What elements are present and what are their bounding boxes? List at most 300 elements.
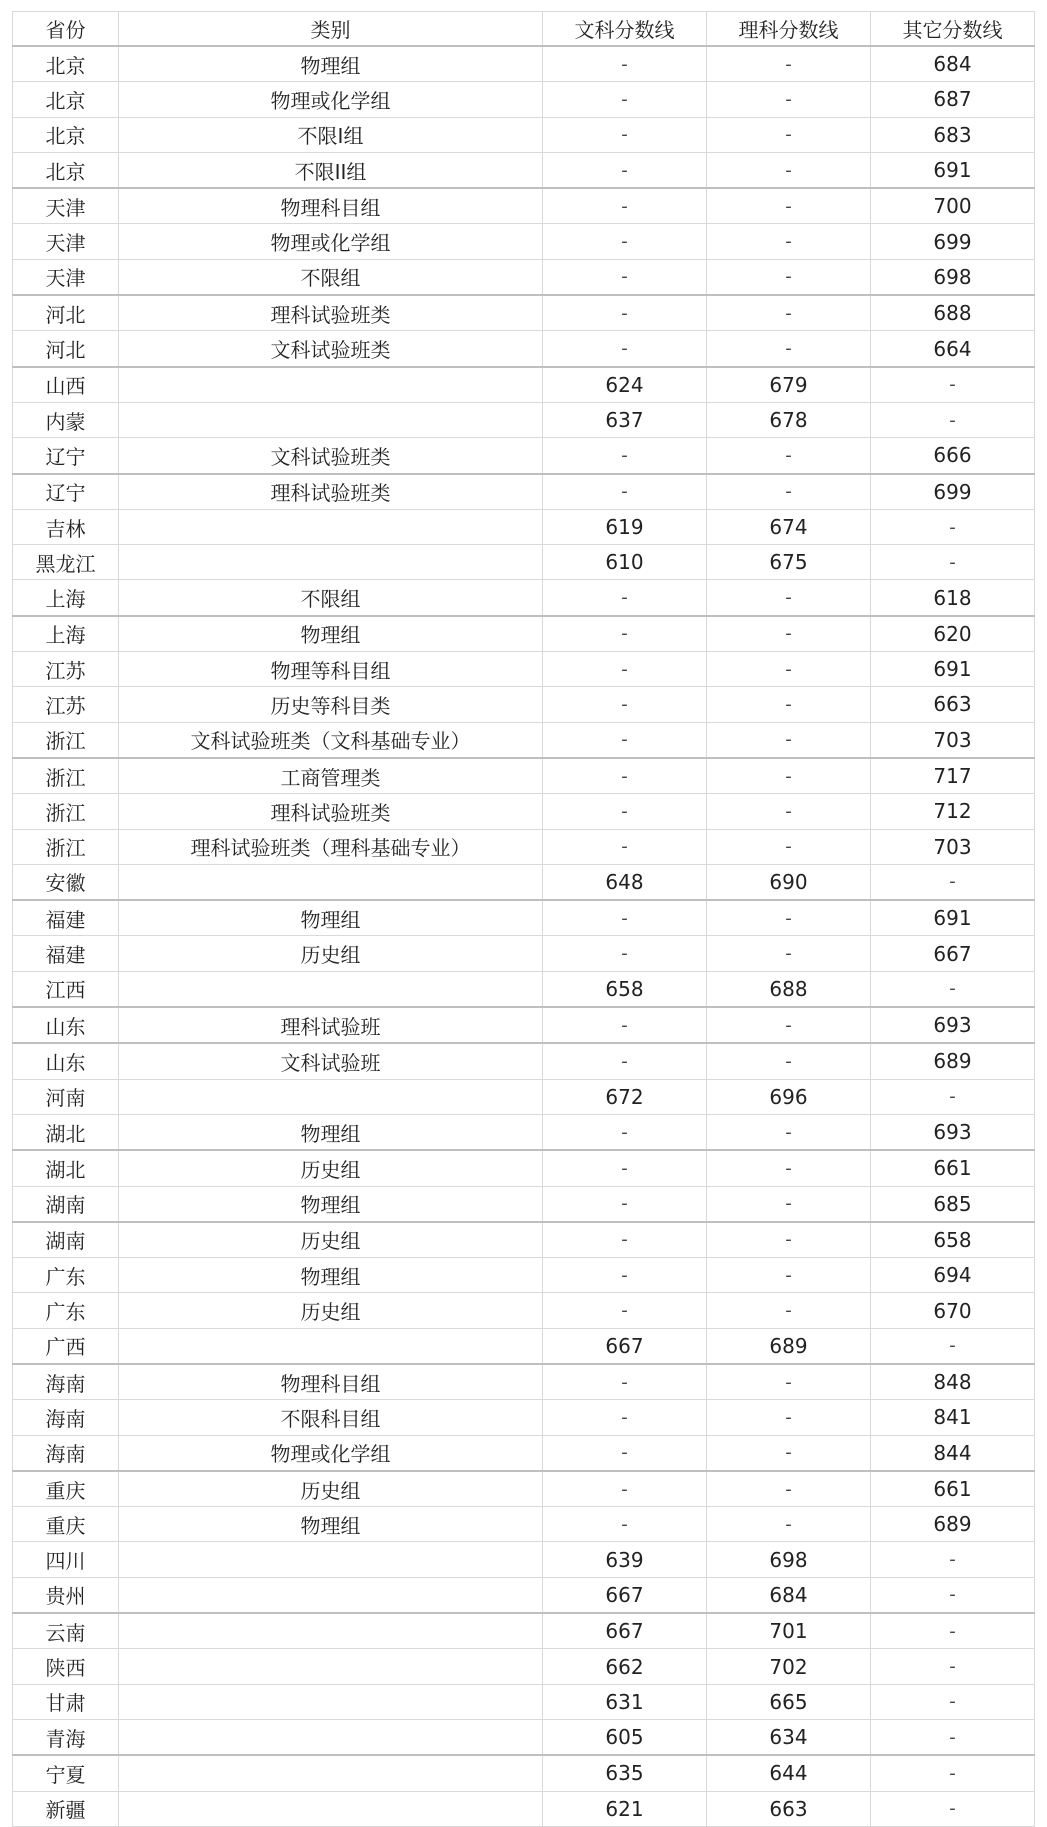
cell-province: 北京 bbox=[13, 152, 119, 188]
cell-other-score: 698 bbox=[871, 259, 1035, 295]
cell-other-score: 618 bbox=[871, 580, 1035, 616]
header-science-score: 理科分数线 bbox=[707, 12, 871, 47]
cell-science-score: - bbox=[707, 1043, 871, 1079]
table-row bbox=[13, 1328, 1035, 1364]
cell-science-score: - bbox=[707, 295, 871, 331]
table-row bbox=[13, 936, 1035, 971]
cell-arts-score: - bbox=[543, 259, 707, 295]
table-row bbox=[13, 402, 1035, 437]
cell-category: 物理组 bbox=[119, 1186, 543, 1222]
cell-arts-score: - bbox=[543, 580, 707, 616]
cell-other-score: 663 bbox=[871, 687, 1035, 722]
cell-other-score: 691 bbox=[871, 900, 1035, 936]
cell-category: 不限组 bbox=[119, 580, 543, 616]
cell-arts-score: - bbox=[543, 1043, 707, 1079]
cell-science-score: - bbox=[707, 829, 871, 864]
cell-arts-score: - bbox=[543, 474, 707, 510]
header-category: 类别 bbox=[119, 12, 543, 47]
cell-category: 物理组 bbox=[119, 46, 543, 82]
cell-arts-score: 648 bbox=[543, 864, 707, 900]
cell-province: 云南 bbox=[13, 1613, 119, 1649]
cell-science-score: - bbox=[707, 652, 871, 687]
cell-category: 历史组 bbox=[119, 1471, 543, 1507]
cell-science-score: 634 bbox=[707, 1719, 871, 1755]
cell-category: 物理科目组 bbox=[119, 188, 543, 224]
cell-province: 广东 bbox=[13, 1258, 119, 1293]
table-row bbox=[13, 152, 1035, 188]
table-row bbox=[13, 1186, 1035, 1222]
cell-science-score: 679 bbox=[707, 367, 871, 403]
table-row bbox=[13, 971, 1035, 1007]
cell-province: 福建 bbox=[13, 900, 119, 936]
cell-other-score: 667 bbox=[871, 936, 1035, 971]
header-province: 省份 bbox=[13, 12, 119, 47]
cell-science-score: - bbox=[707, 188, 871, 224]
cell-province: 浙江 bbox=[13, 829, 119, 864]
cell-other-score: - bbox=[871, 1755, 1035, 1791]
cell-category bbox=[119, 1079, 543, 1114]
cell-science-score: - bbox=[707, 1293, 871, 1328]
cell-other-score: 687 bbox=[871, 82, 1035, 117]
cell-science-score: - bbox=[707, 438, 871, 474]
cell-other-score: - bbox=[871, 864, 1035, 900]
cell-category: 理科试验班类 bbox=[119, 295, 543, 331]
cell-category: 物理或化学组 bbox=[119, 224, 543, 259]
table-row bbox=[13, 758, 1035, 794]
cell-category: 文科试验班类 bbox=[119, 438, 543, 474]
cell-category: 理科试验班 bbox=[119, 1007, 543, 1043]
cell-province: 黑龙江 bbox=[13, 545, 119, 580]
cell-category bbox=[119, 545, 543, 580]
cell-science-score: - bbox=[707, 152, 871, 188]
cell-science-score: - bbox=[707, 722, 871, 758]
cell-arts-score: 621 bbox=[543, 1791, 707, 1826]
cell-science-score: - bbox=[707, 331, 871, 367]
table-row bbox=[13, 259, 1035, 295]
cell-province: 福建 bbox=[13, 936, 119, 971]
cell-province: 北京 bbox=[13, 82, 119, 117]
cell-arts-score: - bbox=[543, 188, 707, 224]
cell-science-score: - bbox=[707, 1114, 871, 1150]
cell-arts-score: 662 bbox=[543, 1649, 707, 1684]
cell-other-score: 685 bbox=[871, 1186, 1035, 1222]
cell-category: 历史组 bbox=[119, 1293, 543, 1328]
cell-category: 历史等科目类 bbox=[119, 687, 543, 722]
cell-science-score: 698 bbox=[707, 1542, 871, 1577]
cell-arts-score: - bbox=[543, 1186, 707, 1222]
cell-province: 青海 bbox=[13, 1719, 119, 1755]
cell-science-score: - bbox=[707, 82, 871, 117]
cell-science-score: 644 bbox=[707, 1755, 871, 1791]
table-row bbox=[13, 900, 1035, 936]
cell-arts-score: - bbox=[543, 1400, 707, 1435]
cell-province: 内蒙 bbox=[13, 402, 119, 437]
cell-science-score: - bbox=[707, 936, 871, 971]
cell-arts-score: - bbox=[543, 616, 707, 652]
cell-arts-score: - bbox=[543, 82, 707, 117]
cell-arts-score: - bbox=[543, 758, 707, 794]
cell-other-score: 712 bbox=[871, 794, 1035, 829]
cell-science-score: 678 bbox=[707, 402, 871, 437]
cell-other-score: 620 bbox=[871, 616, 1035, 652]
cell-province: 广西 bbox=[13, 1328, 119, 1364]
cell-science-score: - bbox=[707, 687, 871, 722]
cell-arts-score: - bbox=[543, 936, 707, 971]
cell-other-score: 683 bbox=[871, 117, 1035, 152]
cell-science-score: 684 bbox=[707, 1577, 871, 1613]
cell-category bbox=[119, 1719, 543, 1755]
cell-arts-score: - bbox=[543, 438, 707, 474]
table-row bbox=[13, 1791, 1035, 1826]
table-row bbox=[13, 1258, 1035, 1293]
cell-province: 宁夏 bbox=[13, 1755, 119, 1791]
cell-arts-score: - bbox=[543, 1364, 707, 1400]
cell-category: 物理科目组 bbox=[119, 1364, 543, 1400]
cell-province: 天津 bbox=[13, 259, 119, 295]
table-row bbox=[13, 616, 1035, 652]
cell-category bbox=[119, 1791, 543, 1826]
cell-category: 物理组 bbox=[119, 1258, 543, 1293]
cell-other-score: 658 bbox=[871, 1222, 1035, 1258]
cell-other-score: 691 bbox=[871, 652, 1035, 687]
cell-arts-score: - bbox=[543, 687, 707, 722]
cell-other-score: - bbox=[871, 1328, 1035, 1364]
cell-other-score: 684 bbox=[871, 46, 1035, 82]
cell-other-score: 700 bbox=[871, 188, 1035, 224]
cell-category: 物理等科目组 bbox=[119, 652, 543, 687]
cell-category bbox=[119, 1328, 543, 1364]
cell-category: 历史组 bbox=[119, 1222, 543, 1258]
cell-arts-score: 637 bbox=[543, 402, 707, 437]
cell-category: 理科试验班类 bbox=[119, 794, 543, 829]
cell-science-score: - bbox=[707, 1400, 871, 1435]
cell-arts-score: - bbox=[543, 722, 707, 758]
cell-province: 湖南 bbox=[13, 1186, 119, 1222]
cell-province: 北京 bbox=[13, 46, 119, 82]
cell-other-score: 664 bbox=[871, 331, 1035, 367]
cell-other-score: - bbox=[871, 1649, 1035, 1684]
cell-arts-score: 624 bbox=[543, 367, 707, 403]
table-row bbox=[13, 1649, 1035, 1684]
cell-arts-score: - bbox=[543, 1007, 707, 1043]
table-row bbox=[13, 46, 1035, 82]
cell-science-score: - bbox=[707, 224, 871, 259]
table-row bbox=[13, 331, 1035, 367]
cell-other-score: 670 bbox=[871, 1293, 1035, 1328]
cell-province: 海南 bbox=[13, 1435, 119, 1471]
cell-other-score: 689 bbox=[871, 1043, 1035, 1079]
cell-province: 浙江 bbox=[13, 722, 119, 758]
cell-other-score: 703 bbox=[871, 722, 1035, 758]
cell-province: 江西 bbox=[13, 971, 119, 1007]
cell-arts-score: - bbox=[543, 1258, 707, 1293]
cell-arts-score: - bbox=[543, 1293, 707, 1328]
cell-province: 河南 bbox=[13, 1079, 119, 1114]
cell-category: 物理组 bbox=[119, 616, 543, 652]
cell-other-score: 693 bbox=[871, 1007, 1035, 1043]
cell-category bbox=[119, 509, 543, 544]
cell-other-score: - bbox=[871, 402, 1035, 437]
cell-science-score: - bbox=[707, 1471, 871, 1507]
cell-province: 新疆 bbox=[13, 1791, 119, 1826]
cell-science-score: - bbox=[707, 794, 871, 829]
cell-province: 安徽 bbox=[13, 864, 119, 900]
cell-other-score: - bbox=[871, 1791, 1035, 1826]
table-row bbox=[13, 1719, 1035, 1755]
cell-province: 天津 bbox=[13, 188, 119, 224]
table-row bbox=[13, 1293, 1035, 1328]
cell-category: 历史组 bbox=[119, 1150, 543, 1186]
cell-arts-score: 610 bbox=[543, 545, 707, 580]
cell-arts-score: - bbox=[543, 1150, 707, 1186]
cell-arts-score: 619 bbox=[543, 509, 707, 544]
table-row bbox=[13, 1400, 1035, 1435]
cell-arts-score: - bbox=[543, 652, 707, 687]
cell-category: 物理组 bbox=[119, 1114, 543, 1150]
cell-province: 海南 bbox=[13, 1400, 119, 1435]
cell-arts-score: - bbox=[543, 295, 707, 331]
cell-arts-score: 667 bbox=[543, 1613, 707, 1649]
table-row bbox=[13, 1507, 1035, 1542]
cell-category: 理科试验班类（理科基础专业） bbox=[119, 829, 543, 864]
table-row bbox=[13, 580, 1035, 616]
cell-province: 湖北 bbox=[13, 1150, 119, 1186]
cell-category bbox=[119, 1684, 543, 1719]
table-row bbox=[13, 545, 1035, 580]
cell-arts-score: - bbox=[543, 224, 707, 259]
table-row bbox=[13, 652, 1035, 687]
table-row bbox=[13, 1150, 1035, 1186]
header-arts-score: 文科分数线 bbox=[543, 12, 707, 47]
cell-science-score: - bbox=[707, 900, 871, 936]
cell-other-score: 661 bbox=[871, 1471, 1035, 1507]
cell-category: 不限科目组 bbox=[119, 1400, 543, 1435]
cell-arts-score: - bbox=[543, 152, 707, 188]
cell-province: 辽宁 bbox=[13, 438, 119, 474]
cell-arts-score: - bbox=[543, 1507, 707, 1542]
cell-science-score: - bbox=[707, 46, 871, 82]
cell-province: 陕西 bbox=[13, 1649, 119, 1684]
cell-science-score: - bbox=[707, 1364, 871, 1400]
cell-arts-score: 672 bbox=[543, 1079, 707, 1114]
cell-other-score: 688 bbox=[871, 295, 1035, 331]
cell-other-score: 699 bbox=[871, 474, 1035, 510]
table-row bbox=[13, 509, 1035, 544]
table-row bbox=[13, 188, 1035, 224]
cell-science-score: - bbox=[707, 1222, 871, 1258]
cell-arts-score: - bbox=[543, 117, 707, 152]
table-row bbox=[13, 1364, 1035, 1400]
cell-other-score: 717 bbox=[871, 758, 1035, 794]
cell-category: 工商管理类 bbox=[119, 758, 543, 794]
cell-category bbox=[119, 1613, 543, 1649]
table-row bbox=[13, 438, 1035, 474]
cell-category bbox=[119, 402, 543, 437]
cell-science-score: 689 bbox=[707, 1328, 871, 1364]
cell-province: 上海 bbox=[13, 616, 119, 652]
cell-province: 广东 bbox=[13, 1293, 119, 1328]
table-row bbox=[13, 1613, 1035, 1649]
cell-other-score: 694 bbox=[871, 1258, 1035, 1293]
cell-science-score: 674 bbox=[707, 509, 871, 544]
cell-other-score: 703 bbox=[871, 829, 1035, 864]
table-row bbox=[13, 1043, 1035, 1079]
table-row bbox=[13, 82, 1035, 117]
cell-province: 山东 bbox=[13, 1043, 119, 1079]
cell-other-score: 693 bbox=[871, 1114, 1035, 1150]
cell-arts-score: - bbox=[543, 794, 707, 829]
cell-arts-score: - bbox=[543, 900, 707, 936]
table-row bbox=[13, 1471, 1035, 1507]
cell-other-score: - bbox=[871, 1542, 1035, 1577]
table-row bbox=[13, 1542, 1035, 1577]
table-row bbox=[13, 367, 1035, 403]
cell-province: 海南 bbox=[13, 1364, 119, 1400]
table-row bbox=[13, 1007, 1035, 1043]
cell-arts-score: - bbox=[543, 331, 707, 367]
cell-province: 河北 bbox=[13, 295, 119, 331]
table-row bbox=[13, 295, 1035, 331]
cell-province: 浙江 bbox=[13, 794, 119, 829]
table-row bbox=[13, 224, 1035, 259]
cell-province: 山西 bbox=[13, 367, 119, 403]
cell-category bbox=[119, 1577, 543, 1613]
cell-province: 山东 bbox=[13, 1007, 119, 1043]
cell-other-score: 841 bbox=[871, 1400, 1035, 1435]
cell-category bbox=[119, 367, 543, 403]
table-row bbox=[13, 829, 1035, 864]
cell-arts-score: 667 bbox=[543, 1328, 707, 1364]
cell-other-score: 844 bbox=[871, 1435, 1035, 1471]
cell-province: 吉林 bbox=[13, 509, 119, 544]
table-row bbox=[13, 474, 1035, 510]
cell-category: 不限I组 bbox=[119, 117, 543, 152]
cell-arts-score: 631 bbox=[543, 1684, 707, 1719]
cell-other-score: - bbox=[871, 1577, 1035, 1613]
cell-province: 河北 bbox=[13, 331, 119, 367]
cell-category: 物理组 bbox=[119, 1507, 543, 1542]
table-row bbox=[13, 1114, 1035, 1150]
table-row bbox=[13, 794, 1035, 829]
cell-province: 甘肃 bbox=[13, 1684, 119, 1719]
cell-province: 北京 bbox=[13, 117, 119, 152]
cell-category: 文科试验班 bbox=[119, 1043, 543, 1079]
table-row bbox=[13, 1577, 1035, 1613]
cell-other-score: - bbox=[871, 509, 1035, 544]
cell-arts-score: 658 bbox=[543, 971, 707, 1007]
cell-arts-score: - bbox=[543, 1471, 707, 1507]
cell-category bbox=[119, 971, 543, 1007]
cell-province: 湖北 bbox=[13, 1114, 119, 1150]
cell-province: 贵州 bbox=[13, 1577, 119, 1613]
cell-science-score: - bbox=[707, 1435, 871, 1471]
cell-arts-score: - bbox=[543, 829, 707, 864]
cell-science-score: - bbox=[707, 1007, 871, 1043]
cell-science-score: 663 bbox=[707, 1791, 871, 1826]
table-row bbox=[13, 864, 1035, 900]
table-row bbox=[13, 1435, 1035, 1471]
cell-other-score: 848 bbox=[871, 1364, 1035, 1400]
table-row bbox=[13, 117, 1035, 152]
cell-other-score: - bbox=[871, 367, 1035, 403]
cell-arts-score: - bbox=[543, 1114, 707, 1150]
cell-province: 上海 bbox=[13, 580, 119, 616]
table-row bbox=[13, 687, 1035, 722]
cell-arts-score: 635 bbox=[543, 1755, 707, 1791]
cell-other-score: - bbox=[871, 1613, 1035, 1649]
cell-other-score: - bbox=[871, 971, 1035, 1007]
cell-category: 理科试验班类 bbox=[119, 474, 543, 510]
cell-arts-score: - bbox=[543, 1222, 707, 1258]
cell-arts-score: - bbox=[543, 46, 707, 82]
cell-science-score: 696 bbox=[707, 1079, 871, 1114]
table-body bbox=[13, 46, 1035, 1826]
cell-province: 江苏 bbox=[13, 652, 119, 687]
cell-other-score: - bbox=[871, 545, 1035, 580]
cell-other-score: - bbox=[871, 1719, 1035, 1755]
cell-science-score: - bbox=[707, 616, 871, 652]
cell-science-score: 665 bbox=[707, 1684, 871, 1719]
cell-other-score: 691 bbox=[871, 152, 1035, 188]
cell-category bbox=[119, 1542, 543, 1577]
table-row bbox=[13, 1079, 1035, 1114]
cell-province: 天津 bbox=[13, 224, 119, 259]
cell-category: 物理组 bbox=[119, 900, 543, 936]
cell-science-score: - bbox=[707, 1507, 871, 1542]
table-row bbox=[13, 722, 1035, 758]
cell-science-score: - bbox=[707, 1150, 871, 1186]
cell-category: 物理或化学组 bbox=[119, 1435, 543, 1471]
cell-province: 重庆 bbox=[13, 1471, 119, 1507]
cell-arts-score: 639 bbox=[543, 1542, 707, 1577]
cell-category bbox=[119, 1649, 543, 1684]
cell-province: 浙江 bbox=[13, 758, 119, 794]
cell-category: 不限组 bbox=[119, 259, 543, 295]
cell-arts-score: 605 bbox=[543, 1719, 707, 1755]
header-other-score: 其它分数线 bbox=[871, 12, 1035, 47]
cell-category: 物理或化学组 bbox=[119, 82, 543, 117]
cell-arts-score: - bbox=[543, 1435, 707, 1471]
cell-science-score: - bbox=[707, 1258, 871, 1293]
cell-category bbox=[119, 1755, 543, 1791]
cell-other-score: 699 bbox=[871, 224, 1035, 259]
cell-category: 不限II组 bbox=[119, 152, 543, 188]
cell-other-score: 689 bbox=[871, 1507, 1035, 1542]
cell-category: 文科试验班类（文科基础专业） bbox=[119, 722, 543, 758]
cell-science-score: 702 bbox=[707, 1649, 871, 1684]
table-row bbox=[13, 1755, 1035, 1791]
cell-science-score: 690 bbox=[707, 864, 871, 900]
cell-province: 湖南 bbox=[13, 1222, 119, 1258]
cell-science-score: - bbox=[707, 117, 871, 152]
cell-other-score: - bbox=[871, 1684, 1035, 1719]
cell-category: 历史组 bbox=[119, 936, 543, 971]
cell-province: 江苏 bbox=[13, 687, 119, 722]
cell-science-score: 675 bbox=[707, 545, 871, 580]
cell-province: 重庆 bbox=[13, 1507, 119, 1542]
cell-province: 四川 bbox=[13, 1542, 119, 1577]
cell-science-score: - bbox=[707, 259, 871, 295]
cell-science-score: 701 bbox=[707, 1613, 871, 1649]
cell-arts-score: 667 bbox=[543, 1577, 707, 1613]
cell-province: 辽宁 bbox=[13, 474, 119, 510]
table-row bbox=[13, 1222, 1035, 1258]
score-table bbox=[12, 11, 1035, 1827]
cell-category: 文科试验班类 bbox=[119, 331, 543, 367]
cell-other-score: 666 bbox=[871, 438, 1035, 474]
cell-other-score: - bbox=[871, 1079, 1035, 1114]
cell-science-score: - bbox=[707, 1186, 871, 1222]
